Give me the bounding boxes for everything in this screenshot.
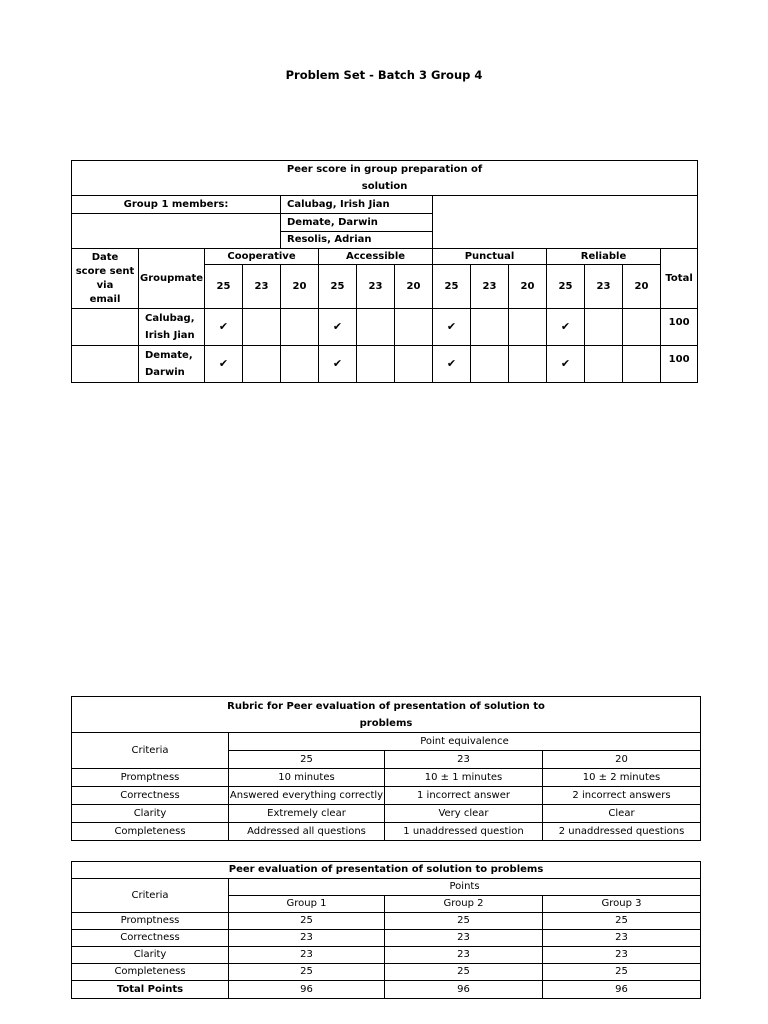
group-header: Group 1	[229, 896, 385, 913]
score-cell	[281, 309, 319, 346]
date-cell	[72, 309, 139, 346]
score-cell	[395, 309, 433, 346]
date-header-line: email	[89, 293, 121, 305]
point-equivalence-header: Point equivalence	[229, 733, 701, 751]
date-header-line: score sent	[75, 265, 135, 277]
points-cell: 25	[229, 964, 385, 981]
table-row	[72, 930, 701, 947]
points-cell: 23	[229, 930, 385, 947]
score-cell	[395, 346, 433, 383]
total-points-label: Total Points	[72, 981, 229, 999]
score-header: 23	[243, 265, 281, 309]
points-cell: 23	[385, 947, 543, 964]
check-icon: ✔	[433, 309, 471, 346]
peer-table-title-line2: solution	[361, 181, 408, 192]
category-cooperative: Cooperative	[205, 249, 319, 265]
rubric-cell: 1 unaddressed question	[385, 823, 543, 841]
total-points-cell: 96	[543, 981, 701, 999]
rubric-cell: Answered everything correctly	[229, 787, 385, 805]
total-header: Total	[661, 249, 698, 309]
check-icon: ✔	[433, 346, 471, 383]
score-cell	[471, 309, 509, 346]
table-row	[72, 346, 698, 383]
check-icon: ✔	[205, 309, 243, 346]
category-accessible: Accessible	[319, 249, 433, 265]
table-row	[72, 823, 701, 841]
table-row	[72, 787, 701, 805]
rubric-title-line1: Rubric for Peer evaluation of presentation of solution to	[227, 701, 545, 712]
point-header: 25	[229, 751, 385, 769]
points-cell: 25	[229, 913, 385, 930]
group-header: Group 2	[385, 896, 543, 913]
rubric-title-line2: problems	[359, 718, 413, 729]
rubric-cell: 10 ± 2 minutes	[543, 769, 701, 787]
groupmate-name-line: Irish Jian	[145, 330, 195, 341]
point-header: 23	[385, 751, 543, 769]
points-cell: 23	[543, 947, 701, 964]
score-header: 20	[623, 265, 661, 309]
points-cell: 23	[385, 930, 543, 947]
points-cell: 25	[385, 913, 543, 930]
rubric-cell: 2 unaddressed questions	[543, 823, 701, 841]
score-cell	[357, 309, 395, 346]
total-cell: 100	[661, 309, 698, 346]
score-header: 25	[433, 265, 471, 309]
member-name: Demate, Darwin	[281, 214, 433, 232]
score-header: 23	[585, 265, 623, 309]
points-cell: 23	[543, 930, 701, 947]
category-reliable: Reliable	[547, 249, 661, 265]
rubric-title	[72, 697, 701, 733]
peer-score-table	[71, 160, 698, 383]
table-row	[72, 309, 698, 346]
total-points-cell: 96	[229, 981, 385, 999]
table-row	[72, 805, 701, 823]
group-header: Group 3	[543, 896, 701, 913]
groupmate-name	[139, 346, 205, 383]
score-cell	[623, 346, 661, 383]
rubric-cell: 1 incorrect answer	[385, 787, 543, 805]
member-name: Calubag, Irish Jian	[281, 196, 433, 214]
table-row	[72, 913, 701, 930]
check-icon: ✔	[319, 309, 357, 346]
criteria-header: Criteria	[72, 879, 229, 913]
date-header	[72, 249, 139, 309]
groupmate-name	[139, 309, 205, 346]
score-cell	[243, 346, 281, 383]
date-cell	[72, 346, 139, 383]
members-label: Group 1 members:	[72, 196, 281, 214]
groupmate-name-line: Darwin	[145, 367, 185, 378]
rubric-cell: 10 minutes	[229, 769, 385, 787]
table-row	[72, 769, 701, 787]
evaluation-table	[71, 861, 701, 999]
rubric-cell: 10 ± 1 minutes	[385, 769, 543, 787]
criterion-cell: Clarity	[72, 805, 229, 823]
score-header: 20	[395, 265, 433, 309]
points-cell: 25	[543, 913, 701, 930]
score-cell	[623, 309, 661, 346]
score-header: 23	[471, 265, 509, 309]
score-cell	[281, 346, 319, 383]
table-row	[72, 964, 701, 981]
member-name: Resolis, Adrian	[281, 232, 433, 249]
groupmate-name-line: Calubag,	[145, 313, 195, 324]
points-cell: 25	[385, 964, 543, 981]
score-cell	[585, 309, 623, 346]
score-cell	[509, 309, 547, 346]
score-header: 25	[319, 265, 357, 309]
check-icon: ✔	[319, 346, 357, 383]
criterion-cell: Completeness	[72, 964, 229, 981]
criterion-cell: Promptness	[72, 913, 229, 930]
rubric-cell: Addressed all questions	[229, 823, 385, 841]
score-cell	[357, 346, 395, 383]
points-cell: 25	[543, 964, 701, 981]
criterion-cell: Correctness	[72, 930, 229, 947]
points-cell: 23	[229, 947, 385, 964]
total-cell: 100	[661, 346, 698, 383]
rubric-table	[71, 696, 701, 841]
date-header-line: Date	[91, 251, 119, 263]
criterion-cell: Promptness	[72, 769, 229, 787]
check-icon: ✔	[547, 309, 585, 346]
rubric-cell: Extremely clear	[229, 805, 385, 823]
criterion-cell: Correctness	[72, 787, 229, 805]
groupmate-header: Groupmate	[139, 249, 205, 309]
date-header-line: via	[96, 279, 114, 291]
score-header: 25	[547, 265, 585, 309]
rubric-cell: 2 incorrect answers	[543, 787, 701, 805]
members-blank-left	[72, 214, 281, 249]
points-header: Points	[229, 879, 701, 896]
score-cell	[585, 346, 623, 383]
evaluation-title: Peer evaluation of presentation of solution to problems	[72, 862, 701, 879]
members-blank	[433, 196, 698, 249]
rubric-cell: Very clear	[385, 805, 543, 823]
score-header: 20	[509, 265, 547, 309]
table-row	[72, 947, 701, 964]
point-header: 20	[543, 751, 701, 769]
score-header: 20	[281, 265, 319, 309]
score-cell	[509, 346, 547, 383]
total-points-cell: 96	[385, 981, 543, 999]
category-punctual: Punctual	[433, 249, 547, 265]
peer-table-title	[72, 161, 698, 196]
score-header: 23	[357, 265, 395, 309]
criterion-cell: Completeness	[72, 823, 229, 841]
page-title: Problem Set - Batch 3 Group 4	[285, 68, 483, 82]
score-header: 25	[205, 265, 243, 309]
criteria-header: Criteria	[72, 733, 229, 769]
peer-table-title-line1: Peer score in group preparation of	[286, 164, 483, 175]
criterion-cell: Clarity	[72, 947, 229, 964]
score-cell	[243, 309, 281, 346]
score-cell	[471, 346, 509, 383]
check-icon: ✔	[547, 346, 585, 383]
check-icon: ✔	[205, 346, 243, 383]
rubric-cell: Clear	[543, 805, 701, 823]
table-row	[72, 981, 701, 999]
groupmate-name-line: Demate,	[145, 350, 193, 361]
